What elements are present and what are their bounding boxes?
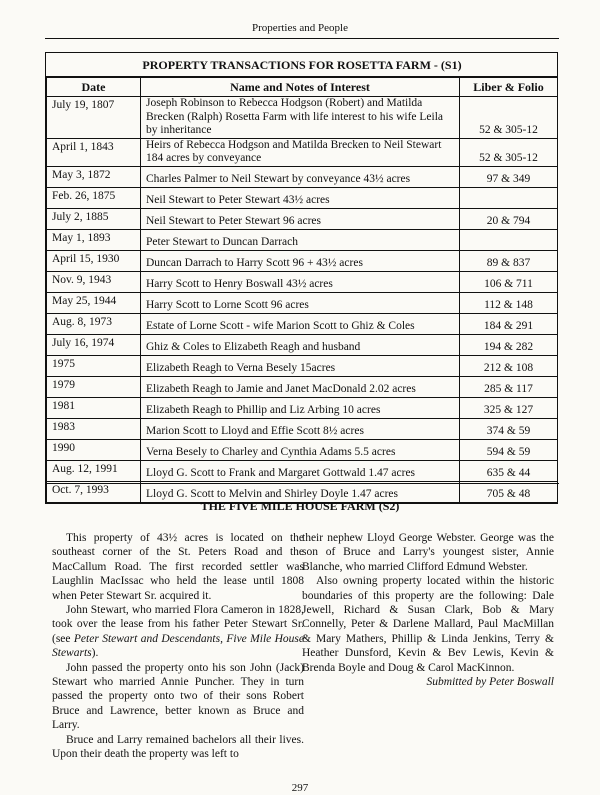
table-row <box>47 355 558 376</box>
table-row <box>47 138 558 166</box>
row-date: May 3, 1872 <box>47 166 141 187</box>
row-date: 1981 <box>47 397 141 418</box>
left-column <box>52 531 304 762</box>
row-date: 1975 <box>47 355 141 376</box>
row-liber: 112 & 148 <box>460 292 558 313</box>
row-liber: 89 & 837 <box>460 250 558 271</box>
table-row <box>47 187 558 208</box>
row-notes: Duncan Darrach to Harry Scott 96 + 43½ acres <box>141 250 460 271</box>
table-row <box>47 397 558 418</box>
row-notes: Verna Besely to Charley and Cynthia Adams 5.5 acres <box>141 439 460 460</box>
row-notes: Joseph Robinson to Rebecca Hodgson (Robert) and Matilda Brecken (Ralph) Rosetta Farm with life interest to his wife Leila by inheritance <box>141 97 460 139</box>
header-rule <box>45 38 559 39</box>
row-liber: 194 & 282 <box>460 334 558 355</box>
row-notes: Charles Palmer to Neil Stewart by conveyance 43½ acres <box>141 166 460 187</box>
row-date: Oct. 7, 1993 <box>47 481 141 502</box>
row-liber: 52 & 305-12 <box>460 138 558 166</box>
row-notes: Lloyd G. Scott to Frank and Margaret Gottwald 1.47 acres <box>141 460 460 481</box>
paragraph: Also owning property located within the historic boundaries of this property are the following: Dale Jewell, Richard & Susan Clark, Bob & Mary Connelly, Peter & Darlene Mallard, Paul MacMillan & Mary Mathers, Phillip & Linda Jenkins, Terry & Heather Dunsford, Kevin & Bev Lewis, Kevin & Brenda Boyle and Doug & Carol MacKinnon. <box>302 575 554 674</box>
row-liber: 97 & 349 <box>460 166 558 187</box>
table-row <box>47 334 558 355</box>
row-notes: Peter Stewart to Duncan Darrach <box>141 229 460 250</box>
row-date: July 2, 1885 <box>47 208 141 229</box>
transactions-table-frame <box>45 52 558 504</box>
row-date: Feb. 26, 1875 <box>47 187 141 208</box>
row-liber: 635 & 44 <box>460 460 558 481</box>
row-date: May 1, 1893 <box>47 229 141 250</box>
section-rule <box>45 483 559 484</box>
row-notes: Ghiz & Coles to Elizabeth Reagh and husband <box>141 334 460 355</box>
row-date: Nov. 9, 1943 <box>47 271 141 292</box>
row-notes: Elizabeth Reagh to Jamie and Janet MacDonald 2.02 acres <box>141 376 460 397</box>
row-liber: 52 & 305-12 <box>460 97 558 139</box>
table-caption: PROPERTY TRANSACTIONS FOR ROSETTA FARM - (S1) <box>46 53 558 77</box>
row-notes: Harry Scott to Henry Boswall 43½ acres <box>141 271 460 292</box>
row-date: April 1, 1843 <box>47 138 141 166</box>
row-date: April 15, 1930 <box>47 250 141 271</box>
row-liber: 325 & 127 <box>460 397 558 418</box>
row-liber: 705 & 48 <box>460 481 558 502</box>
paragraph: Bruce and Larry remained bachelors all their lives. Upon their death the property was left to <box>52 733 304 761</box>
row-liber: 20 & 794 <box>460 208 558 229</box>
row-liber <box>460 187 558 208</box>
byline: Submitted by Peter Boswall <box>426 676 554 689</box>
row-liber: 374 & 59 <box>460 418 558 439</box>
table-header-row <box>47 78 558 97</box>
running-header: Properties and People <box>252 22 348 34</box>
paragraph: This property of 43½ acres is located on the southeast corner of the St. Peters Road and the MacCallum Road. The first recorded settler was Laughlin MacIssac who held the lease until 1808 when Peter Stewart Sr. acquired it. <box>52 532 304 602</box>
row-date: May 25, 1944 <box>47 292 141 313</box>
row-date: July 16, 1974 <box>47 334 141 355</box>
row-notes: Marion Scott to Lloyd and Effie Scott 8½ acres <box>141 418 460 439</box>
row-liber: 212 & 108 <box>460 355 558 376</box>
table-row <box>47 250 558 271</box>
right-column <box>302 531 554 689</box>
row-notes: Estate of Lorne Scott - wife Marion Scott to Ghiz & Coles <box>141 313 460 334</box>
row-notes: Neil Stewart to Peter Stewart 43½ acres <box>141 187 460 208</box>
row-liber: 106 & 711 <box>460 271 558 292</box>
table-row <box>47 439 558 460</box>
row-date: 1983 <box>47 418 141 439</box>
table-row <box>47 313 558 334</box>
row-date: 1979 <box>47 376 141 397</box>
row-liber: 285 & 117 <box>460 376 558 397</box>
table-row <box>47 97 558 139</box>
table-row <box>47 208 558 229</box>
table-row <box>47 460 558 481</box>
table-row <box>47 376 558 397</box>
row-notes: Heirs of Rebecca Hodgson and Matilda Brecken to Neil Stewart 184 acres by conveyance <box>141 138 460 166</box>
row-date: Aug. 12, 1991 <box>47 460 141 481</box>
row-liber <box>460 229 558 250</box>
column-header-liber: Liber & Folio <box>460 78 558 97</box>
row-liber: 594 & 59 <box>460 439 558 460</box>
table-row <box>47 166 558 187</box>
table-row <box>47 292 558 313</box>
table-row <box>47 418 558 439</box>
table-body <box>47 97 558 503</box>
paragraph: their nephew Lloyd George Webster. George was the son of Bruce and Larry's youngest sister, Annie Blanche, who married Clifford Edmund Webster. <box>302 532 554 573</box>
paragraph: John passed the property onto his son John (Jack) Stewart who married Annie Puncher. They in turn passed the property onto two of their sons Robert Bruce and Lawrence, better known as Bruce and Larry. <box>52 661 304 732</box>
row-notes: Elizabeth Reagh to Verna Besely 15acres <box>141 355 460 376</box>
row-date: Aug. 8, 1973 <box>47 313 141 334</box>
transactions-table <box>46 53 558 503</box>
table-row <box>47 229 558 250</box>
row-notes: Elizabeth Reagh to Phillip and Liz Arbing 10 acres <box>141 397 460 418</box>
row-liber: 184 & 291 <box>460 313 558 334</box>
row-notes: Neil Stewart to Peter Stewart 96 acres <box>141 208 460 229</box>
page-number: 297 <box>291 782 309 794</box>
paragraph: John Stewart, who married Flora Cameron in 1828, took over the lease from his father Peter Stewart Sr. (see Peter Stewart and Descendants, Five Mile House Stewarts). <box>52 604 305 660</box>
column-header-notes: Name and Notes of Interest <box>141 78 460 97</box>
row-notes: Harry Scott to Lorne Scott 96 acres <box>141 292 460 313</box>
table-row <box>47 271 558 292</box>
row-date: 1990 <box>47 439 141 460</box>
row-date: July 19, 1807 <box>47 97 141 139</box>
column-header-date: Date <box>47 78 141 97</box>
row-notes: Lloyd G. Scott to Melvin and Shirley Doyle 1.47 acres <box>141 481 460 502</box>
section-title: THE FIVE MILE HOUSE FARM (S2) <box>200 499 400 513</box>
